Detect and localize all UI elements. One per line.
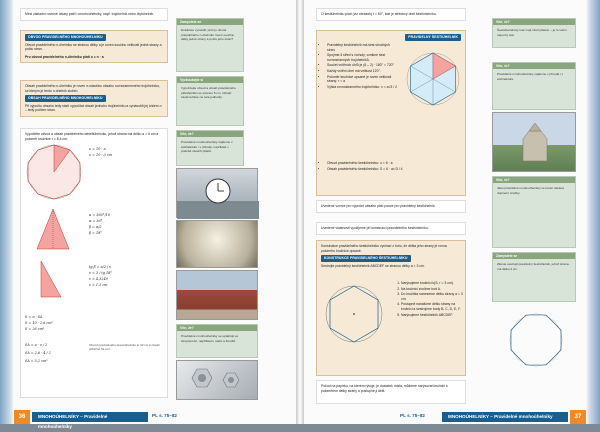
hexagon-properties — [316, 30, 466, 196]
perimeter-box — [20, 30, 168, 63]
page-number: 37 — [570, 410, 586, 424]
eq1a: o = 10 · a — [89, 147, 106, 151]
eq3a: tg β = a/2 / v — [89, 265, 112, 269]
construction-steps — [395, 281, 463, 318]
area-method: Při výpočtu obsahu tedy stačí vypočítat obsah jednoho trojúhelníku a vynásobit jej číslem n – tedy počtem stran. — [25, 103, 162, 113]
side-text: Dokážete vysvětlit, proč je obvod pravidelného n-úhelníku roven součinu délky jedné strany a počtu jeho stran? — [181, 28, 235, 42]
construction-step: 4. Postupně nanášíme délku strany na kružnici a sestrojíme body B, C, D, E, F. — [401, 302, 463, 311]
workbook-ref: PL s. 75–82 — [152, 413, 177, 418]
construction-step: 2. Na kružnici zvolíme bod A. — [401, 287, 463, 292]
property-item: • Pravidelný šestiúhelník má šest shodných stran. — [327, 43, 399, 52]
property-item: • Součet vnitřních úhlů je (6 – 2) · 180° = 720° — [327, 63, 399, 68]
construction-box — [316, 240, 466, 376]
side-text: Pravidelné mnohoúhelníky se uplatňují ve strojírenství, například u matic a šroubů. — [181, 334, 239, 343]
construction-step: 3. Do kružítka naneseme délku strany a = 3 cm. — [401, 292, 463, 301]
monument-photo — [492, 112, 576, 172]
hexagon-label: PRAVIDELNÝ ŠESTIÚHELNÍK — [405, 34, 461, 41]
property-item: • Výška rovnostranného trojúhelníku: v = a√3 / 2 — [327, 85, 399, 90]
side-text: Vypočítejte obvod a obsah pravidelného pětiúhelníku se stranou 5 cm. Obsah zaokrouhlete na celé jednotky. — [181, 86, 236, 100]
perimeter-label: OBVOD PRAVIDELNÉHO MNOHOÚHELNÍKU — [25, 34, 106, 41]
eq3b: v = 3 / tg 18° — [89, 271, 112, 275]
side-text: Pravidelné mnohoúhelníky najdeme v přírodě i v architektuře. — [497, 72, 564, 81]
area-definition: Obsah pravidelného n-úhelníku je roven n-násobku obsahu rovnoramenného trojúhelníku, se kterým je tento n-úhelník složen. — [25, 84, 160, 93]
right-side-4 — [492, 252, 576, 302]
left-footer — [0, 410, 300, 429]
example-answer: Obvod pravidelného desetiúhelníku je 30 cm a obsah přibližně 52 cm². — [89, 343, 160, 352]
perimeter-definition: Obvod pravidelného n-úhelníku se stranou délky a je roven součinu velikosti jedné strany a počtu stran. — [25, 42, 162, 52]
perimeter-formula: Pro obvod pravidelného n-úhelníku platí o = n · a — [25, 54, 104, 59]
building-photo — [176, 270, 258, 320]
side-title: Víte, že? — [177, 325, 257, 331]
intro-box — [20, 8, 168, 21]
property-item: • Obsah pravidelného šestiúhelníku: S = 6 · a²√3 / 4 — [327, 167, 461, 172]
nuts-photo — [176, 360, 258, 400]
area-box — [20, 80, 168, 117]
dome-photo — [176, 220, 258, 268]
property-list — [321, 43, 399, 90]
book-spine — [296, 0, 304, 424]
eq4b: S = 10 · 2,6 cm² — [25, 321, 53, 325]
construction-step: 1. Narýsujeme kružnici k(S; r = 3 cm). — [401, 281, 463, 286]
right-page — [300, 0, 600, 424]
eq4a: S = n · S∆ — [25, 315, 43, 319]
triangle-figure — [33, 207, 73, 252]
eq5c: S∆ = 5,2 cm² — [25, 359, 48, 363]
closing-text: Pokud na papírku, na kterém rýsuje, je dostatek místa, můžeme narýsovat kružnici s poloměrem délky strany a postupně ji dělit. — [321, 384, 448, 393]
clock-photo — [176, 168, 258, 218]
right-side-2 — [492, 62, 576, 110]
construction-definition: Konstrukce pravidelného šestiúhelníku vychází z toho, že délka jeho strany je rovna poloměru kružnice opsané. — [321, 244, 447, 253]
right-side-1 — [492, 18, 576, 48]
side-title: Víte, že? — [493, 177, 575, 183]
workbook-ref: PL s. 75–82 — [400, 413, 425, 418]
side-text: Zkuste sestrojit pravidelný šestiúhelník, jehož strana má délku 4 cm. — [497, 262, 569, 271]
decagon-figure — [25, 143, 83, 201]
property-item: • Poloměr kružnice opsané je roven velikosti strany: r = a — [327, 75, 399, 84]
eq4c: S = 26 cm² — [25, 327, 45, 331]
hexagon-intro-text: O šestiúhelníku platí (viz obrázek) t = 60°, kde je středový úhel šestiúhelníku. — [321, 12, 437, 16]
side-title: Víte, že? — [493, 63, 575, 69]
chapter-title: MNOHOÚHELNÍKY – Pravidelné mnohoúhelníky — [32, 412, 148, 422]
area-label: OBSAH PRAVIDELNÉHO MNOHOÚHELNÍKU — [25, 95, 106, 102]
left-side-4 — [176, 324, 258, 358]
side-title: Víte, že? — [493, 19, 575, 25]
example-task: Vypočtěte obvod a obsah pravidelného desetiúhelníku, jehož strana má délku a = 6 cm a poloměr kružnice r = 8,4 cm. — [25, 132, 159, 141]
side-text: Jako pravidelné mnohoúhelníky se kreslí některé dopravní značky. — [497, 186, 565, 195]
eq1b: o = 10 · 3 cm — [89, 153, 112, 157]
construction-task: Sestrojte pravidelný šestiúhelník ABCDEF se stranou délky a = 3 cm. — [321, 263, 425, 268]
construction-intro — [316, 222, 466, 235]
eq5a: S∆ = a · v / 2 — [25, 343, 48, 347]
construction-intro-text: Uvedené vlastnosti využijeme při konstrukci pravidelného šestiúhelníku. — [321, 226, 429, 230]
side-title: Zamyslete se — [493, 253, 575, 259]
side-title: Vyzkoušejte si — [177, 77, 243, 83]
left-side-2 — [176, 76, 244, 126]
eq3c: v ≐ 4,3249 — [89, 277, 108, 281]
left-side-1 — [176, 18, 244, 72]
construction-figure — [321, 281, 387, 347]
left-page — [0, 0, 300, 429]
eq2d: β = 18° — [89, 231, 102, 235]
right-side-3 — [492, 176, 576, 248]
eq5b: S∆ = 2,6 · 4 / 2 — [25, 351, 51, 355]
note-text: Uvedené vzorce pro výpočet obsahu platí pouze pro pravidelný šestiúhelník. — [321, 204, 436, 208]
hexagon-intro — [316, 8, 466, 21]
property-item: • Každý vnitřní úhel má velikost 120°. — [327, 69, 399, 74]
eq2c: β = α/2 — [89, 225, 102, 229]
property-item: • Spojíme-li střed s vrcholy, vznikne šest rovnostranných trojúhelníků. — [327, 53, 399, 62]
side-title: Zamyslete se — [177, 19, 243, 25]
side-text: Šestiúhelníkový tvar mají včelí plástve – je to velmi úsporný tvar. — [497, 28, 567, 37]
intro-text: Mezi základní rovinné útvary patří i mnohoúhelníky, např. trojúhelník nebo čtyřúhelník. — [25, 12, 155, 16]
hexagon-note — [316, 200, 466, 213]
chapter-title: MNOHOÚHELNÍKY – Pravidelné mnohoúhelníky — [442, 412, 568, 422]
eq2a: α = 360°/10 — [89, 213, 110, 217]
side-title: Víte, že? — [177, 131, 243, 137]
closing-box — [316, 380, 466, 404]
octagon-figure — [506, 310, 566, 370]
right-footer — [300, 410, 600, 424]
example-box — [20, 128, 168, 398]
property-item: • Obvod pravidelného šestiúhelníku: o = 6 · a — [327, 161, 461, 166]
eq2b: α = 36° — [89, 219, 103, 223]
formula-list — [321, 161, 461, 172]
eq3d: v ≐ 1,3 cm — [89, 283, 108, 287]
page-number: 36 — [14, 410, 30, 424]
construction-step: 5. Narýsujeme šestiúhelník ABCDEF. — [401, 313, 463, 318]
half-triangle-figure — [37, 259, 67, 299]
left-side-3 — [176, 130, 244, 166]
construction-label: KONSTRUKCE PRAVIDELNÉHO ŠESTIÚHELNÍKU — [321, 255, 411, 262]
hexagon-figure — [403, 49, 463, 109]
side-text: Pravidelné mnohoúhelníky najdeme v architektuře i v přírodě, například v podobě včelích plástů. — [181, 140, 233, 154]
